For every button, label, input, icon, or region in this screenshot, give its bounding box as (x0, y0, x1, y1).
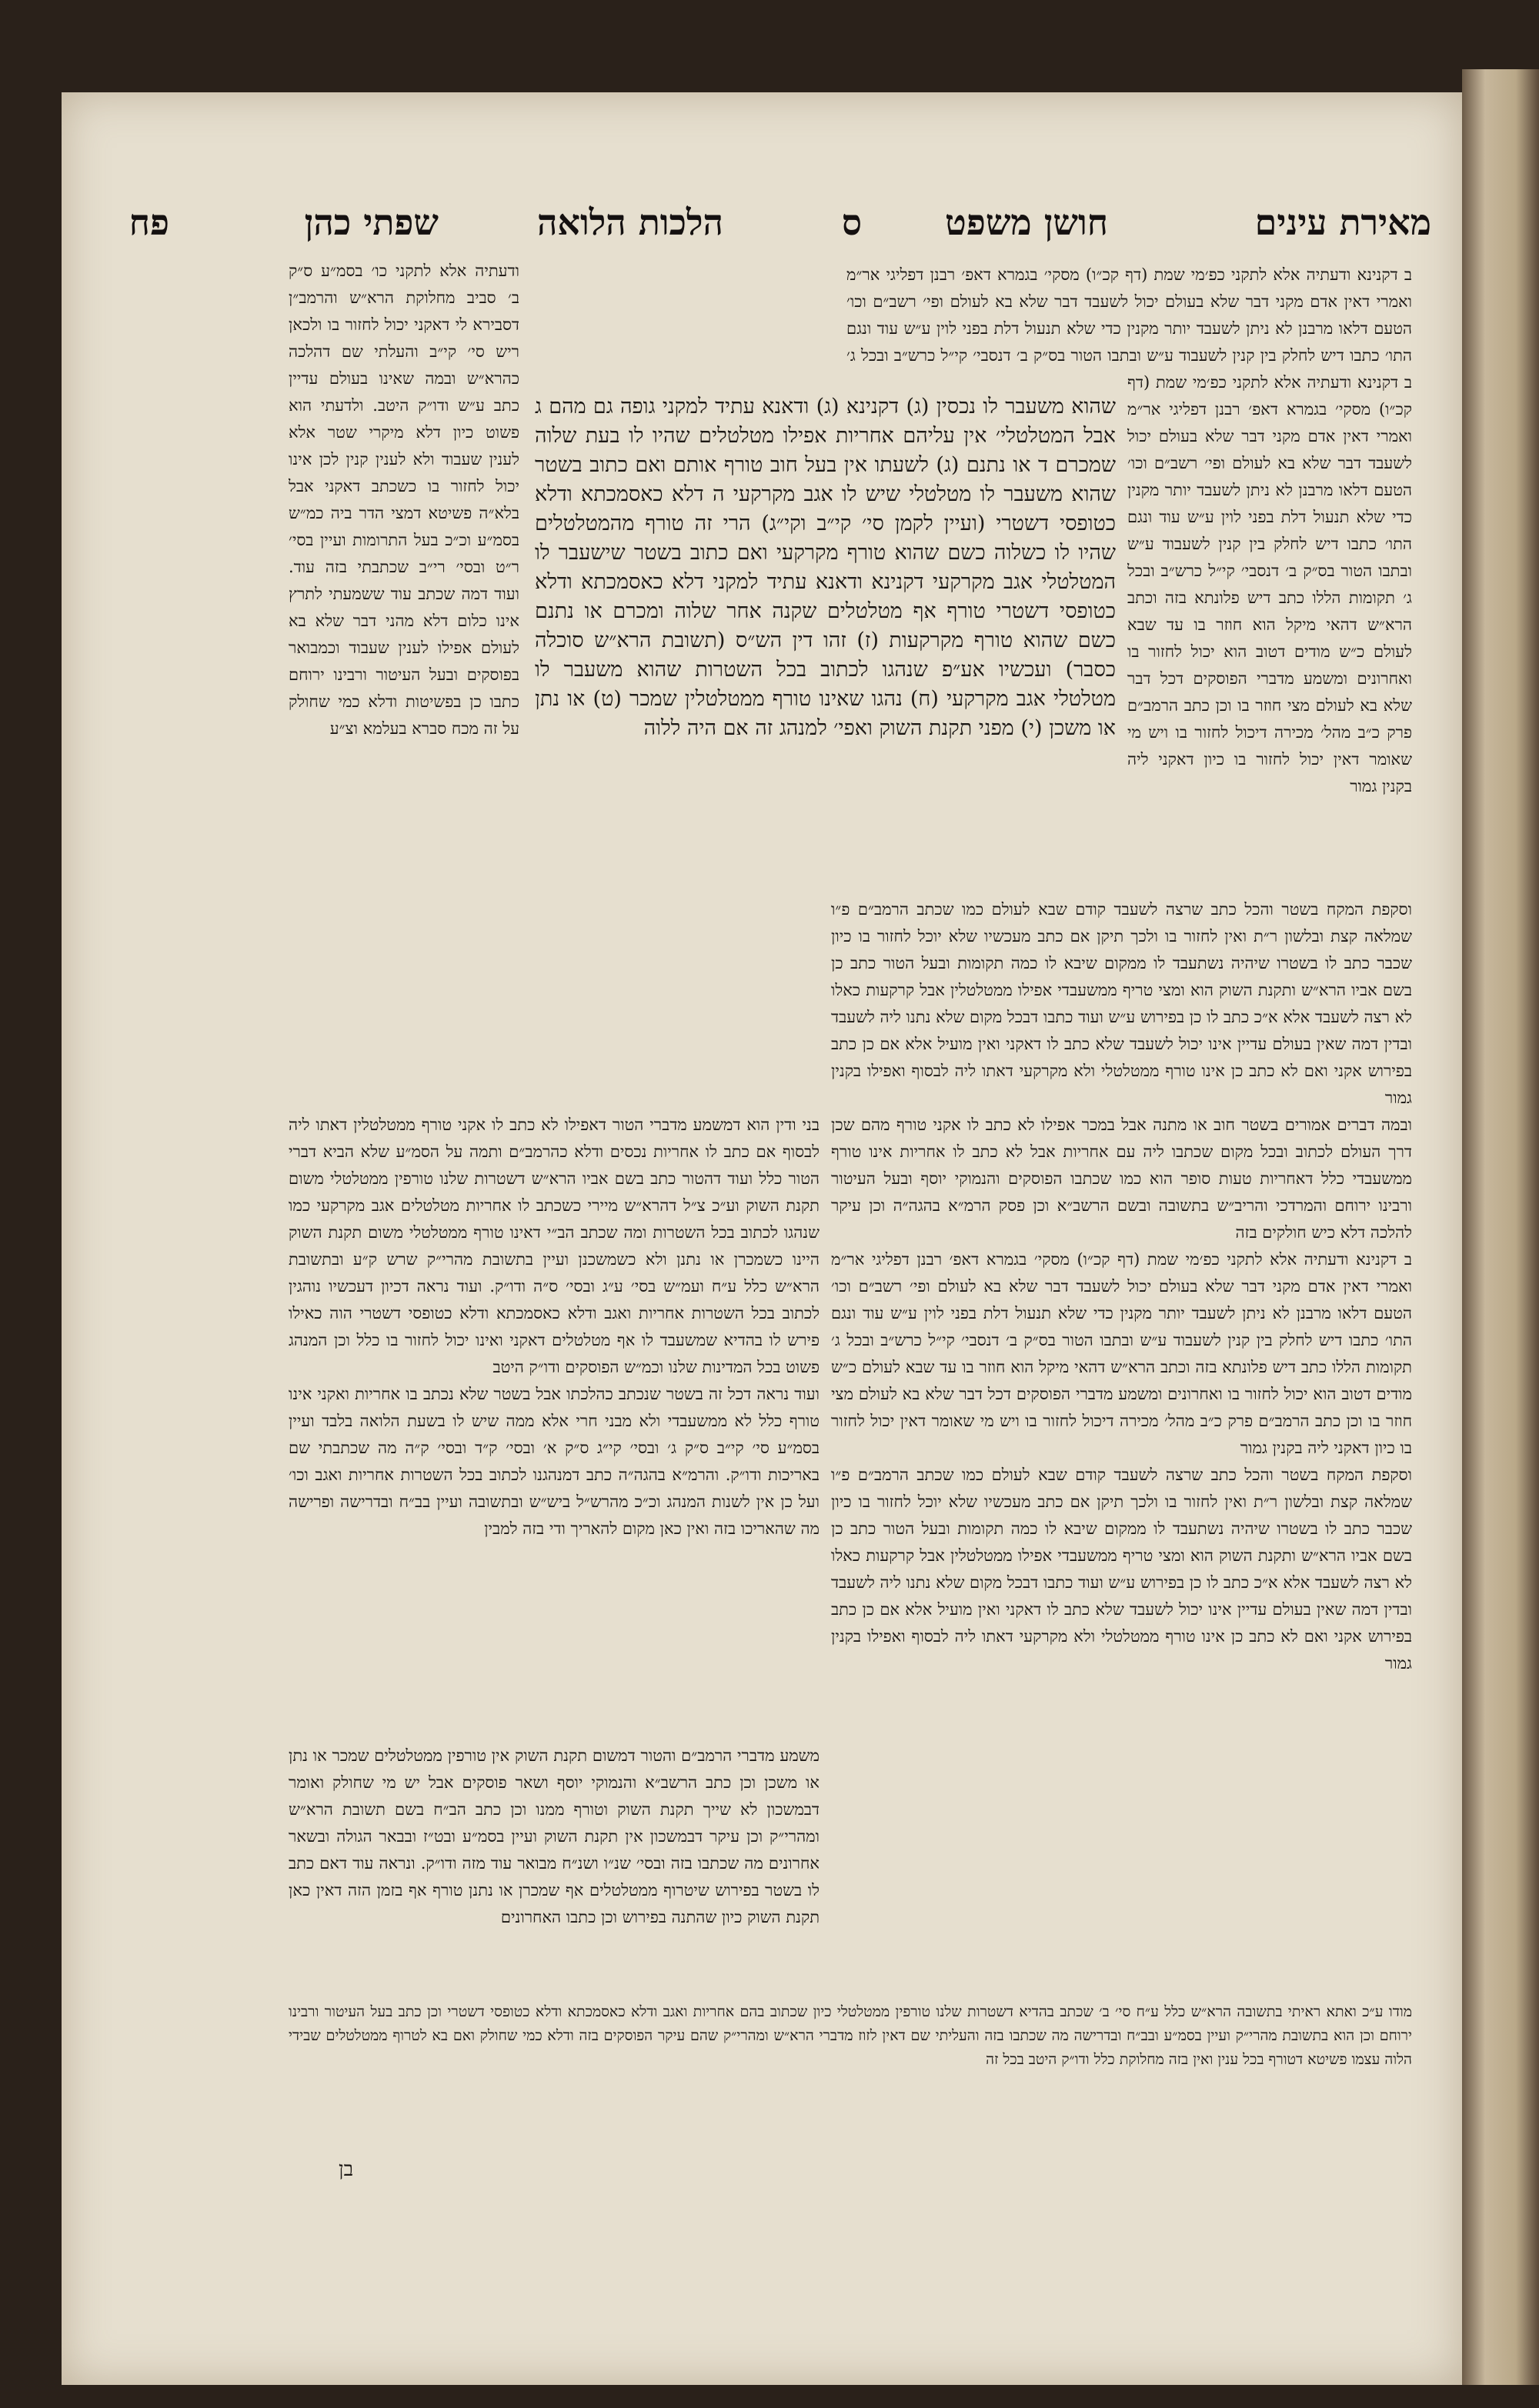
siftei-kohen-text-b: בני ודין הוא דמשמע מדברי הטור דאפילו לא כתב לו אקני טורף ממטלטלין דאתו ליה לבסוף אם כתב לו אחריות נכסים ודלא כהרמב״ם ותמה על הסמ״ע שלא הביא דברי הטור כלל ועוד דהטור כתב בשם אביו הרא״ש דשטרות שלנו טורפין ממטלטלי משום תקנת השוק וע״כ צ״ל דהרא״ש מיירי כשכתב לו אחריות מטלטלים אגב מקרקעי כמו שנהגו לכתוב בכל השטרות ומה שכתב הב״י דאינו טורף ממטלטלי משום תקנת השוק היינו כשמכרן או נתנן ולא כשמשכנן ועיין בתשובת מהרי״ק שרש ק״ע ובתשובת הרא״ש כלל ע״ח ועמ״ש בסי׳ ע״ג ובסי׳ ס״ה ודו״ק. ועוד נראה דכיון דעכשיו נוהגין לכתוב בכל השטרות אחריות ואגב ודלא כאסמכתא ודלא כטופסי דשטרי הוה כאילו פירש לו בהדיא שמשעבד לו אף מטלטלים דאקני ואינו יכול לחזור בו כלל וכן המנהג פשוט בכל המדינות שלנו וכמ״ש הפוסקים ודו״ק היטב (289, 1116, 820, 1376)
main-text-body: שהוא משעבר לו נכסין (ג) דקנינא (ג) ודאנא עתיד למקני גופה גם מהם ג אבל המטלטלי׳ אין עליהם אחריות אפילו מטלטלים שהיו לו בעת שלוה שמכרם ד או נתנם (ג) לשעתו אין בעל חוב טורף אותם ואם כתוב בשטר שהוא משעבר לו מטלטלי שיש לו אגב מקרקעי ה דלא כאסמכתא ודלא כטופסי דשטרי (ועיין לקמן סי׳ קי״ב וקי״ג) הרי זה טורף מהמטלטלים שהיו לו כשלוה כשם שהוא טורף מקרקעי ואם כתוב בשטר שישעבר לו המטלטלי אגב מקרקעי דקנינא ודאנא עתיד למקני דלא כאסמכתא ודלא כטופסי דשטרי טורף אף מטלטלים שקנה אחר שלוה ומכרם או נתנם כשם שהוא טורף מקרקעות (ז) זהו דין הש״ס (תשובת הרא״ש סוכלה כסבר) ועכשיו אע״פ שנהגו לכתוב בכל השטרות שהוא משעבר לו מטלטלי אגב מקרקעי (ח) נהגו שאינו טורף ממטלטלין שמכר (ט) או נתן או משכן (י) מפני תקנת השוק ואפי׳ למנהג זה אם היה ללוה (535, 395, 1116, 740)
meirat-einayim-part2: וסקפת המקח בשטר והכל כתב שרצה לשעבד קודם שבא לעולם כמו שכתב הרמב״ם פ״ו שמלאה קצת ובלשון ר״ת ואין לחזור בו ולכך תיקן אם כתב מעכשיו שלא יוכל לחזור בו כיון שכבר כתב לו בשטרו שיהיה נשתעבד לו ממקום שיבא לו כמה תקומות ובעל הטור כתב כן בשם אביו הרא״ש ותקנת השוק הוא ומצי טריף ממשעבדי אפילו ממטלטלין אבל קרקעות כאלו לא רצה לשעבד אלא א״כ כתב לו כן בפירוש ע״ש ועוד כתבו דבכל מקום שלא נתנו ליה לשעבד ובדין דמה שאין בעולם עדיין אינו יכול לשעבד שלא כתב לו דאקני ואין מועיל אלא אם כן כתב בפירוש אקני ואם לא כתב כן אינו טורף ממטלטלי ולא מקרקעי דאתו ליה לבסוף ואפילו בקנין גמור (831, 900, 1412, 1107)
footnote-block (289, 2000, 1412, 2146)
meirat-einayim-continued (831, 896, 1412, 1989)
meirat-einayim-part1-repeat: ב דקנינא ודעתיה אלא לתקני כפ׳מי שמת (דף קכ״ו) מסקי׳ בגמרא דאפ׳ רבנן דפליגי אר״מ ואמרי דאין אדם מקני דבר שלא בעולם יכול לשעבד דבר שלא בא לעולם ופי׳ רשב״ם וכו׳ הטעם דלאו מרבנן לא ניתן לשעבד יותר מקנין כדי שלא תנעול דלת בפני לוין ע״ש עוד ונגם התו׳ כתבו דיש לחלק בין קנין לשעבוד ע״ש ובתבו הטור בס״ק ב׳ דנסבי׳ קי״ל כרש״ב ובכל ג׳ תקומות הללו כתב דיש פלונתא בזה וכתב הרא״ש דהאי מיקל הוא חוזר בו עד שבא לעולם כ״ש מודים דטוב הוא יכול לחזור בו ואחרונים ומשמע מדברי הפוסקים דכל דבר שלא בא לעולם מצי חוזר בו וכן כתב הרמב״ם פרק כ״ב מהל׳ מכירה דיכול לחזור בו ויש מי שאומר דאין יכול לחזור בו כיון דאקני ליה בקנין גמור (831, 1250, 1412, 1457)
footnote-text: מודו ע״כ ואתא ראיתי בתשובה הרא״ש כלל ע״ח סי׳ ב׳ שכתב בהדיא דשטרות שלנו טורפין ממטלטלי כיון שכתוב בהם אחריות ואגב ודלא כאסמכתא ודלא כטופסי דשטרי וכן כתב בעל העיטור ורבינו ירוחם וכן הוא בתשובת מהרי״ק ועיין בסמ״ע ובב״ח ובדרישה מה שכתבו בזה והעליתי שם דאין לזוז מדברי הרא״ש ומהרי״ק שהם עיקר הפוסקים בזה ודלא כמי שחולק ואם בא לטרוף ממטלטלים שבידי הלוה עצמו פשיטא דטורף בכל ענין ואין בזה מחלוקת כלל ודו״ק היטב בכל זה (289, 2003, 1412, 2068)
main-text-shulchan-aruch (535, 392, 1116, 916)
header-siftei-kohen: שפתי כהן (304, 202, 439, 243)
page-number: פח (129, 202, 169, 243)
siftei-kohen-column-a (289, 258, 519, 1112)
siftei-kohen-text-a: ודעתיה אלא לתקני כו׳ בסמ״ע ס״ק ב׳ סביב מחלוקת הרא״ש והרמב״ן דסבירא לי דאקני יכול לחזור בו ולכאן ריש סי׳ קי״ב והעלתי שם דהלכה כהרא״ש ובמה שאינו בעולם עדיין כתב ע״ש ודו״ק היטב. ולדעתי הוא פשוט כיון דלא מיקרי שטר אלא לענין שעבוד ולא לענין קנין לכן אינו יכול לחזור בו כשכתב דאקני אבל בלא״ה פשיטא דמצי הדר ביה כמ״ש בסמ״ע וכ״כ בעל התרומות ועיין בסי׳ ר״ט ובסי׳ רי״ב שכתבתי בזה עוד. ועוד דמה שכתב עוד ששמעתי לתרץ אינו כלום דלא מהני דבר שלא בא לעולם אפילו לענין שעבוד וכמבואר בפוסקים ובעל העיטור ורבינו ירוחם כתבו כן בפשיטות ודלא כמי שחולק על זה מכח סברא בעלמא וצ״ע (289, 262, 519, 738)
catchword: בן (339, 2158, 354, 2181)
running-header (115, 202, 1431, 255)
meirat-einayim-top (846, 262, 1412, 369)
siftei-kohen-column-b (289, 1112, 820, 1743)
header-hilchot-halvaah: הלכות הלואה (536, 202, 723, 243)
meirat-einayim-column (1127, 369, 1412, 892)
next-page-edge (1462, 69, 1539, 2385)
siftei-kohen-column-c (289, 1743, 820, 1996)
meirat-einayim-part1: ב דקנינא ודעתיה אלא לתקני כפ׳מי שמת (דף קכ״ו) מסקי׳ בגמרא דאפ׳ רבנן דפליגי אר״מ ואמרי דאין אדם מקני דבר שלא בעולם יכול לשעבד דבר שלא בא לעולם ופי׳ רשב״ם וכו׳ הטעם דלאו מרבנן לא ניתן לשעבד יותר מקנין כדי שלא תנעול דלת בפני לוין ע״ש עוד ונגם התו׳ כתבו דיש לחלק בין קנין לשעבוד ע״ש ובתבו הטור בס״ק ב׳ דנסבי׳ קי״ל כרש״ב ובכל ג׳ תקומות הללו כתב דיש פלונתא בזה וכתב הרא״ש דהאי מיקל הוא חוזר בו עד שבא לעולם כ״ש מודים דטוב הוא יכול לחזור בו ואחרונים ומשמע מדברי הפוסקים דכל דבר שלא בא לעולם מצי חוזר בו וכן כתב הרמב״ם פרק כ״ב מהל׳ מכירה דיכול לחזור בו ויש מי שאומר דאין יכול לחזור בו כיון דאקני ליה בקנין גמור (1127, 373, 1412, 795)
meirat-einayim-part2-repeat: וסקפת המקח בשטר והכל כתב שרצה לשעבד קודם שבא לעולם כמו שכתב הרמב״ם פ״ו שמלאה קצת ובלשון ר״ת ואין לחזור בו ולכך תיקן אם כתב מעכשיו שלא יוכל לחזור בו כיון שכבר כתב לו בשטרו שיהיה נשתעבד לו ממקום שיבא לו כמה תקומות ובעל הטור כתב כן בשם אביו הרא״ש ותקנת השוק הוא ומצי טריף ממשעבדי אפילו ממטלטלין אבל קרקעות כאלו לא רצה לשעבד אלא א״כ כתב לו כן בפירוש ע״ש ועוד כתבו דבכל מקום שלא נתנו ליה לשעבד ובדין דמה שאין בעולם עדיין אינו יכול לשעבד שלא כתב לו דאקני ואין מועיל אלא אם כן כתב בפירוש אקני ואם לא כתב כן אינו טורף ממטלטלי ולא מקרקעי דאתו ליה לבסוף ואפילו בקנין גמור (831, 1466, 1412, 1673)
meirat-einayim-part1-a: ב דקנינא ודעתיה אלא לתקני כפ׳מי שמת (דף קכ״ו) מסקי׳ בגמרא דאפ׳ רבנן דפליגי אר״מ ואמרי דאין אדם מקני דבר שלא בעולם יכול לשעבד דבר שלא בא לעולם ופי׳ רשב״ם וכו׳ הטעם דלאו מרבנן לא ניתן לשעבד יותר מקנין כדי שלא תנעול דלת בפני לוין ע״ש עוד ונגם התו׳ כתבו דיש לחלק בין קנין לשעבוד ע״ש ובתבו הטור בס״ק ב׳ דנסבי׳ קי״ל כרש״ב ובכל ג׳ (846, 265, 1412, 365)
header-meirat-einayim: מאירת עינים (1254, 202, 1431, 243)
meirat-einayim-part3: ובמה דברים אמורים בשטר חוב או מתנה אבל במכר אפילו לא כתב לו אקני טורף מהם שכן דרך העולם לכתוב ובכל מקום שכתבו ליה עם אחריות אבל לא כתב לו אחריות אינו טורף ממשעבדי כלל דאחריות טעות סופר הוא כמו שכתבו הפוסקים והנמוקי יוסף ובעל העיטור ורבינו ירוחם והמרדכי והריב״ש בתשובה ובשם הרשב״א וכן פסק הרמ״א בהגה״ה וכן עיקר להלכה דלא כיש חולקים בזה (831, 1116, 1412, 1242)
header-choshen-mishpat: חושן משפט (945, 202, 1108, 243)
siftei-kohen-text-c: ועוד נראה דכל זה בשטר שנכתב כהלכתו אבל בשטר שלא נכתב בו אחריות ואקני אינו טורף כלל לא ממשעבדי ולא מבני חרי אלא ממה שיש לו בשעת הלואה בלבד ועיין בסמ״ע סי׳ קי״ב ס״ק ג׳ ובסי׳ קי״ג ס״ק א׳ ובסי׳ ק״ד ובסי׳ ק״ה מה שכתבתי שם באריכות ודו״ק. והרמ״א בהגה״ה כתב דמנהגנו לכתוב בכל השטרות אחריות ואגב וכו׳ ועל כן אין לשנות המנהג וכ״כ מהרש״ל ביש״ש ובתשובה ועיין בב״ח ובדרישה ופרישה מה שהאריכו בזה ואין כאן מקום להאריך ודי בזה למבין (289, 1385, 820, 1538)
header-siman: ס (841, 202, 862, 243)
siftei-kohen-text-d: משמע מדברי הרמב״ם והטור דמשום תקנת השוק אין טורפין ממטלטלים שמכר או נתן או משכן וכן כתב הרשב״א והנמוקי יוסף ושאר פוסקים אבל יש מי שחולק ואומר דבמשכון לא שייך תקנת השוק וטורף ממנו וכן כתב הב״ח בשם תשובת הרא״ש ומהרי״ק וכן עיקר דבמשכון אין תקנת השוק ועיין בסמ״ע ובט״ז ובבאר הגולה ובשאר אחרונים מה שכתבו בזה ובסי׳ שנ״ו ושנ״ח מבואר עוד מזה ודו״ק. ונראה עוד דאם כתב לו בשטר בפירוש שיטרוף ממטלטלים אף שמכרן או נתנן טורף אף בזמן הזה דאין כאן תקנת השוק כיון שהתנה בפירוש וכן כתבו האחרונים (289, 1746, 820, 1926)
